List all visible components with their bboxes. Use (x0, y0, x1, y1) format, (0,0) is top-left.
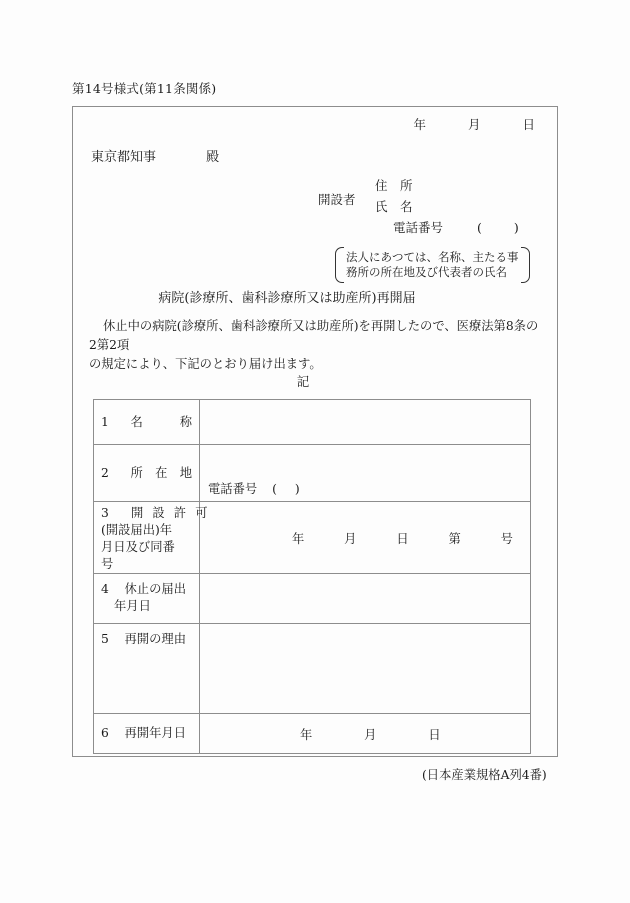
row-1-label: 名 称 (130, 414, 192, 429)
row-2-phone-label: 電話番号 (208, 482, 258, 496)
row-3-year-label: 年 (292, 531, 305, 546)
row-3-label-line4: 号 (101, 557, 114, 571)
row-1-number: 1 (101, 414, 109, 429)
row-3-dai-label: 第 (448, 531, 461, 546)
row-6-value-cell[interactable] (200, 714, 531, 754)
row-4-label-cell (94, 574, 200, 624)
addressee-honorific: 殿 (206, 150, 220, 165)
row-2-label: 所 在 地 (130, 465, 192, 480)
row-6-number: 6 (101, 726, 109, 740)
addressee (91, 146, 219, 165)
date-month-label: 月 (468, 117, 481, 132)
row-1-label-cell (94, 400, 200, 445)
row-4-label-line2: 年月日 (114, 599, 151, 613)
row-2-phone (208, 479, 307, 497)
row-3-number: 3 (101, 506, 112, 520)
row-3-gou-label: 号 (500, 531, 513, 546)
row-6-date-fields (208, 725, 522, 743)
founder-address-label: 住 所 (375, 178, 413, 193)
row-5-label: 再開の理由 (124, 632, 186, 646)
row-2-number: 2 (101, 465, 109, 480)
row-6-month-label: 月 (364, 727, 377, 742)
founder-phone-label: 電話番号 (393, 220, 444, 235)
row-3-label-line1: 3 開 設 許 可 (101, 506, 211, 520)
table-row (94, 574, 531, 624)
founder-label: 開設者 (318, 192, 356, 207)
row-5-label-cell (94, 624, 200, 714)
row-2-label-cell (94, 445, 200, 502)
row-6-label-cell (94, 714, 200, 754)
ki-marker (73, 372, 557, 390)
row-3-day-label: 日 (396, 531, 409, 546)
founder-address-row (375, 175, 533, 196)
table-row (94, 502, 531, 574)
body-line2: の規定により、下記のとおり届け出ます。 (89, 357, 322, 371)
row-3-value-cell[interactable] (200, 502, 531, 574)
row-3-label-line2: (開設届出)年 (101, 523, 173, 537)
table-row (94, 445, 531, 502)
addressee-name: 東京都知事 (91, 150, 157, 165)
founder-phone-paren: ( ) (477, 220, 533, 235)
corporate-note-line1: 法人にあつては、名称、主たる事 (346, 250, 519, 264)
row-4-label-line1: 4 休止の届出 (101, 582, 186, 596)
table-row (94, 714, 531, 754)
row-2-phone-paren: ( ) (272, 482, 307, 496)
row-3-label-line3: 月日及び同番 (101, 540, 175, 554)
form-number: 第14号様式(第11条関係) (72, 81, 217, 96)
form-table (93, 399, 531, 754)
document-title (73, 287, 557, 306)
row-1-value-cell[interactable] (200, 400, 531, 445)
row-3-month-label: 月 (344, 531, 357, 546)
founder-name-label: 氏 名 (375, 199, 413, 214)
row-2-value-cell[interactable] (200, 445, 531, 502)
row-6-label: 再開年月日 (124, 726, 186, 740)
row-4-number: 4 (101, 582, 109, 596)
document-title-text: 病院(診療所、歯科診療所又は助産所)再開届 (158, 291, 416, 306)
row-6-label-line (101, 725, 192, 742)
body-line1: 休止中の病院(診療所、歯科診療所又は助産所)を再開したので、医療法第8条の2第2項 (89, 319, 539, 352)
row-6-year-label: 年 (300, 727, 313, 742)
body-paragraph (89, 317, 545, 374)
row-5-number: 5 (101, 632, 109, 646)
date-line (414, 115, 535, 133)
corporate-note (335, 247, 530, 283)
row-5-value-cell[interactable] (200, 624, 531, 714)
table-row (94, 400, 531, 445)
bracket-right-icon (521, 247, 530, 283)
bracket-left-icon (335, 247, 344, 283)
corporate-note-line2: 務所の所在地及び代表者の氏名 (346, 265, 507, 279)
footer-note: (日本産業規格A列4番) (422, 768, 547, 782)
row-3-date-fields (208, 529, 522, 547)
table-row (94, 624, 531, 714)
row-3-label-cell (94, 502, 211, 574)
row-6-day-label: 日 (428, 727, 441, 742)
date-day-label: 日 (522, 117, 535, 132)
form-frame (72, 106, 558, 757)
founder-name-row (375, 196, 533, 217)
founder-phone-row (375, 217, 533, 238)
row-4-value-cell[interactable] (200, 574, 531, 624)
row-5-label-line (101, 631, 192, 648)
date-year-label: 年 (413, 117, 427, 132)
ki-marker-text: 記 (296, 374, 310, 389)
